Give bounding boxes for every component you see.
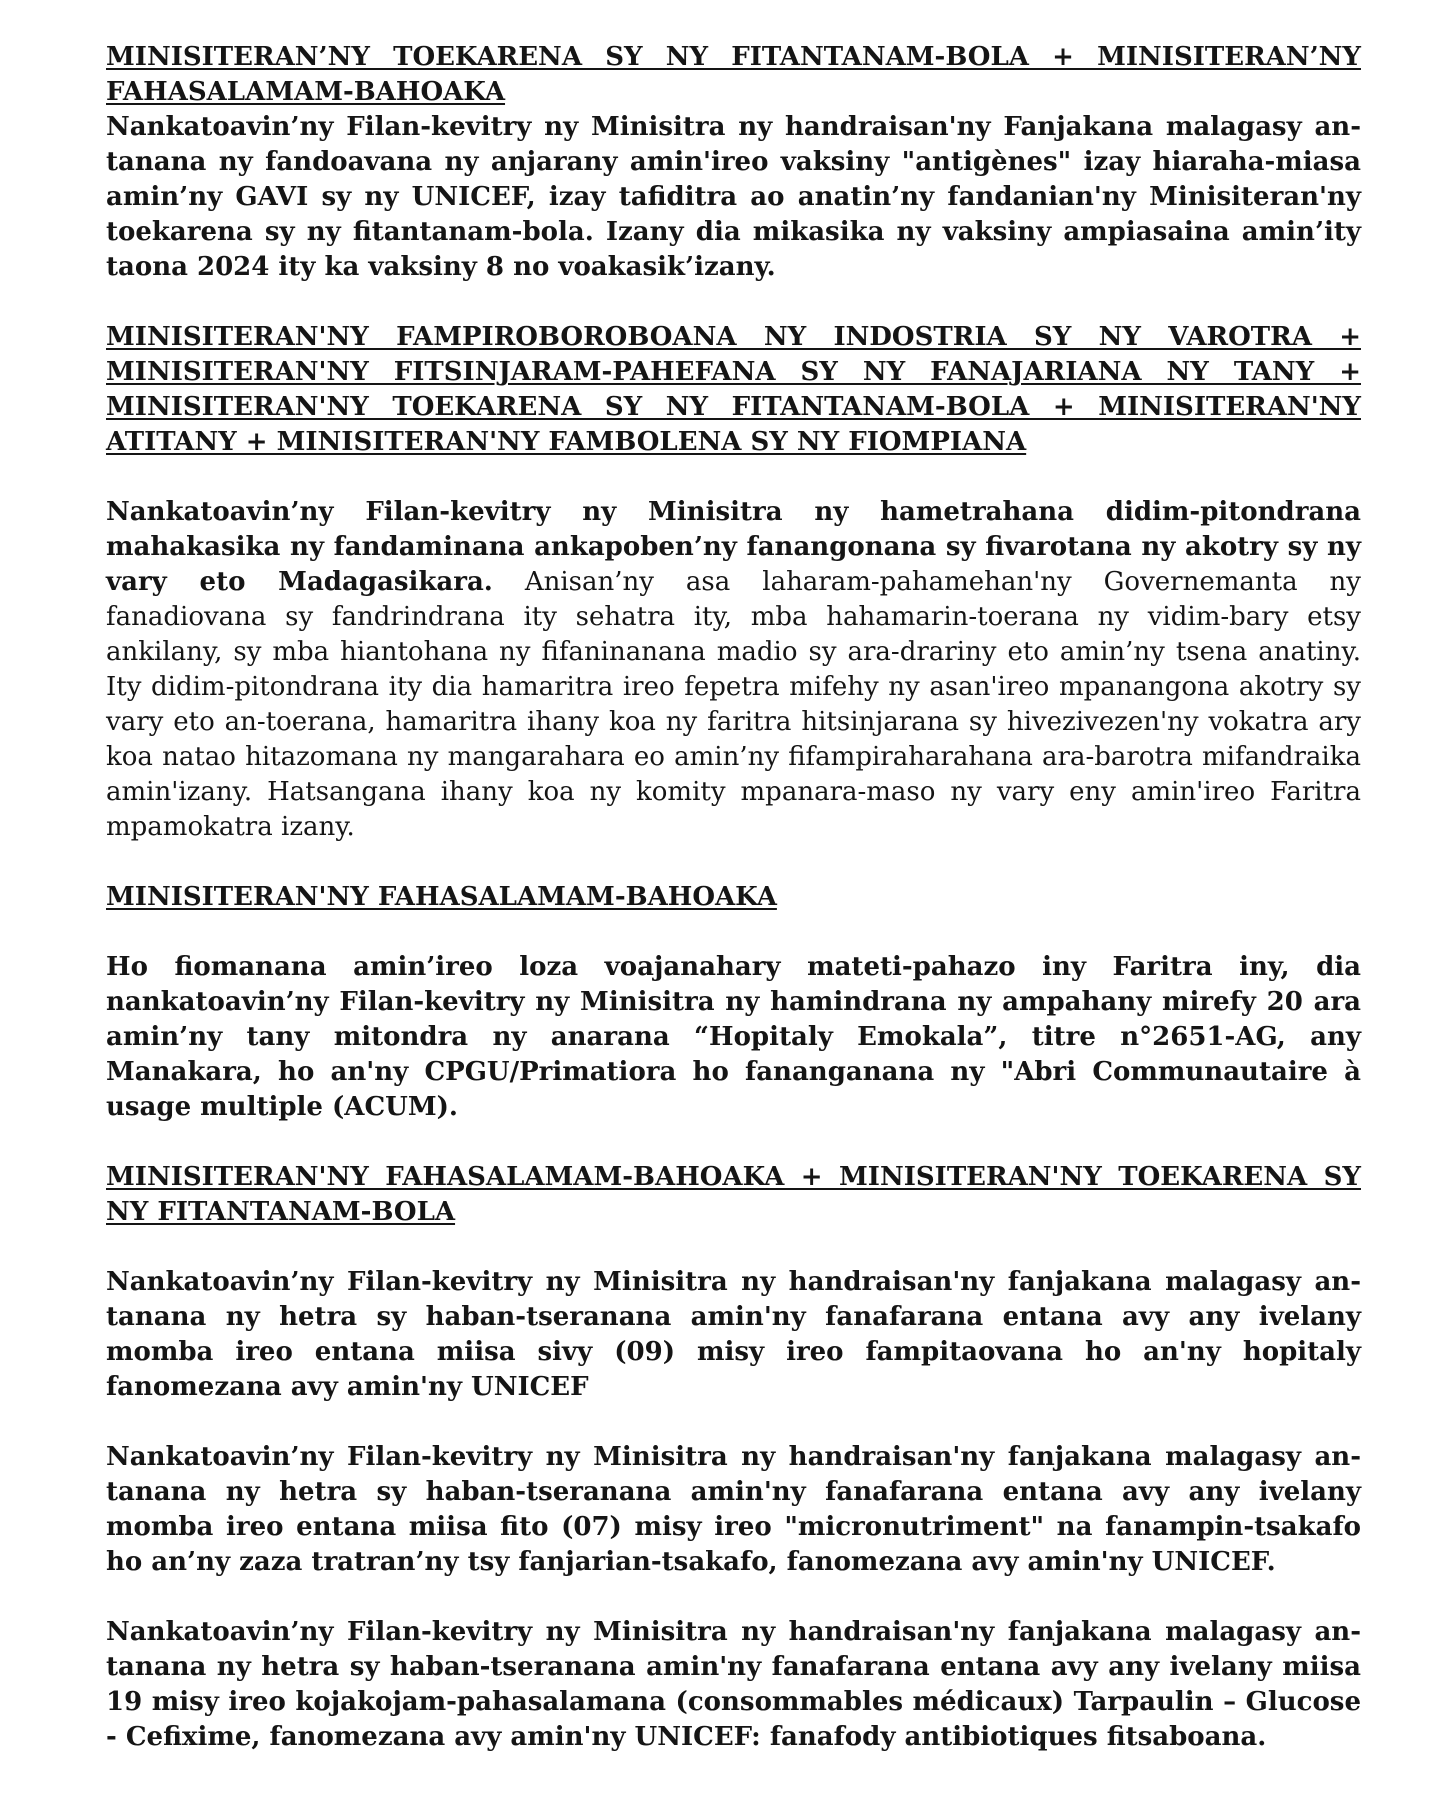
section-paragraph — [106, 495, 1361, 845]
section-paragraph — [106, 1615, 1361, 1755]
section-title: MINISITERAN'NY FAHASALAMAM-BAHOAKA — [106, 882, 777, 912]
section-indostria-varotra — [106, 320, 1361, 845]
paragraph-bold-text: Nankatoavin’ny Filan-kevitry ny Minisitra ny handraisan'ny fanjakana malagasy an-tanana ny hetra sy haban-tseranana amin'ny fanafarana entana avy any ivelany momba ireo entana miisa fito (07) misy ireo "micronutriment" na fanampin-tsakafo ho an’ny zaza tratran’ny tsy fanjarian-tsakafo, fanomezana avy amin'ny UNICEF. — [106, 1442, 1361, 1577]
document-page — [106, 40, 1361, 1755]
section-fahasalamana — [106, 880, 1361, 1125]
paragraph-bold-text: Nankatoavin’ny Filan-kevitry ny Minisitra ny handraisan'ny fanjakana malagasy an-tanana ny hetra sy haban-tseranana amin'ny fanafarana entana avy any ivelany miisa 19 misy ireo kojakojam-pahasalamana (consommables médicaux) Tarpaulin – Glucose - Cefixime, fanomezana avy amin'ny UNICEF: fanafody antibiotiques fitsaboana. — [106, 1617, 1361, 1752]
section-title: MINISITERAN’NY TOEKARENA SY NY FITANTANAM-BOLA + MINISITERAN’NY FAHASALAMAM-BAHOAKA — [106, 42, 1361, 107]
section-paragraph — [106, 110, 1361, 285]
section-paragraph — [106, 1440, 1361, 1580]
section-toekarena-fahasalamana — [106, 40, 1361, 285]
paragraph-body-text: Anisan’ny asa laharam-pahamehan'ny Governemanta ny fanadiovana sy fandrindrana ity sehatra ity, mba hahamarin-toerana ny vidim-bary etsy ankilany, sy mba hiantohana ny fifaninanana madio sy ara-drariny eto amin’ny tsena anatiny. Ity didim-pitondrana ity dia hamaritra ireo fepetra mifehy ny asan'ireo mpanangona akotry sy vary eto an-toerana, hamaritra ihany koa ny faritra hitsinjarana sy hivezivezen'ny vokatra ary koa natao hitazomana ny mangarahara eo amin’ny fifampiraharahana ara-barotra mifandraika amin'izany. Hatsangana ihany koa ny komity mpanara-maso ny vary eny amin'ireo Faritra mpamokatra izany. — [106, 567, 1361, 842]
paragraph-bold-text: Nankatoavin’ny Filan-kevitry ny Minisitra ny handraisan'ny fanjakana malagasy an-tanana ny hetra sy haban-tseranana amin'ny fanafarana entana avy any ivelany momba ireo entana miisa sivy (09) misy ireo fampitaovana ho an'ny hopitaly fanomezana avy amin'ny UNICEF — [106, 1267, 1361, 1402]
paragraph-bold-text: Nankatoavin’ny Filan-kevitry ny Minisitra ny hametrahana didim-pitondrana mahakasika ny fandaminana ankapoben’ny fanangonana sy fivarotana ny akotry sy ny vary eto Madagasikara. — [106, 497, 1361, 597]
section-title: MINISITERAN'NY FAMPIROBOROBOANA NY INDOSTRIA SY NY VAROTRA + MINISITERAN'NY FITSINJARAM-PAHEFANA SY NY FANAJARIANA NY TANY + MINISITERAN'NY TOEKARENA SY NY FITANTANAM-BOLA + MINISITERAN'NY ATITANY + MINISITERAN'NY FAMBOLENA SY NY FIOMPIANA — [106, 322, 1361, 457]
section-fahasalamana-toekarena — [106, 1160, 1361, 1755]
paragraph-bold-text: Ho fiomanana amin’ireo loza voajanahary mateti-pahazo iny Faritra iny, dia nankatoavin’ny Filan-kevitry ny Minisitra ny hamindrana ny ampahany mirefy 20 ara amin’ny tany mitondra ny anarana “Hopitaly Emokala”, titre n°2651-AG, any Manakara, ho an'ny CPGU/Primatiora ho fananganana ny "Abri Communautaire à usage multiple (ACUM). — [106, 952, 1361, 1122]
section-paragraph — [106, 1265, 1361, 1405]
paragraph-bold-text: Nankatoavin’ny Filan-kevitry ny Minisitra ny handraisan'ny Fanjakana malagasy an-tanana ny fandoavana ny anjarany amin'ireo vaksiny "antigènes" izay hiaraha-miasa amin’ny GAVI sy ny UNICEF, izay tafiditra ao anatin’ny fandanian'ny Minisiteran'ny toekarena sy ny fitantanam-bola. Izany dia mikasika ny vaksiny ampiasaina amin’ity taona 2024 ity ka vaksiny 8 no voakasik’izany. — [106, 112, 1361, 282]
section-title: MINISITERAN'NY FAHASALAMAM-BAHOAKA + MINISITERAN'NY TOEKARENA SY NY FITANTANAM-BOLA — [106, 1162, 1361, 1227]
section-paragraph — [106, 950, 1361, 1125]
